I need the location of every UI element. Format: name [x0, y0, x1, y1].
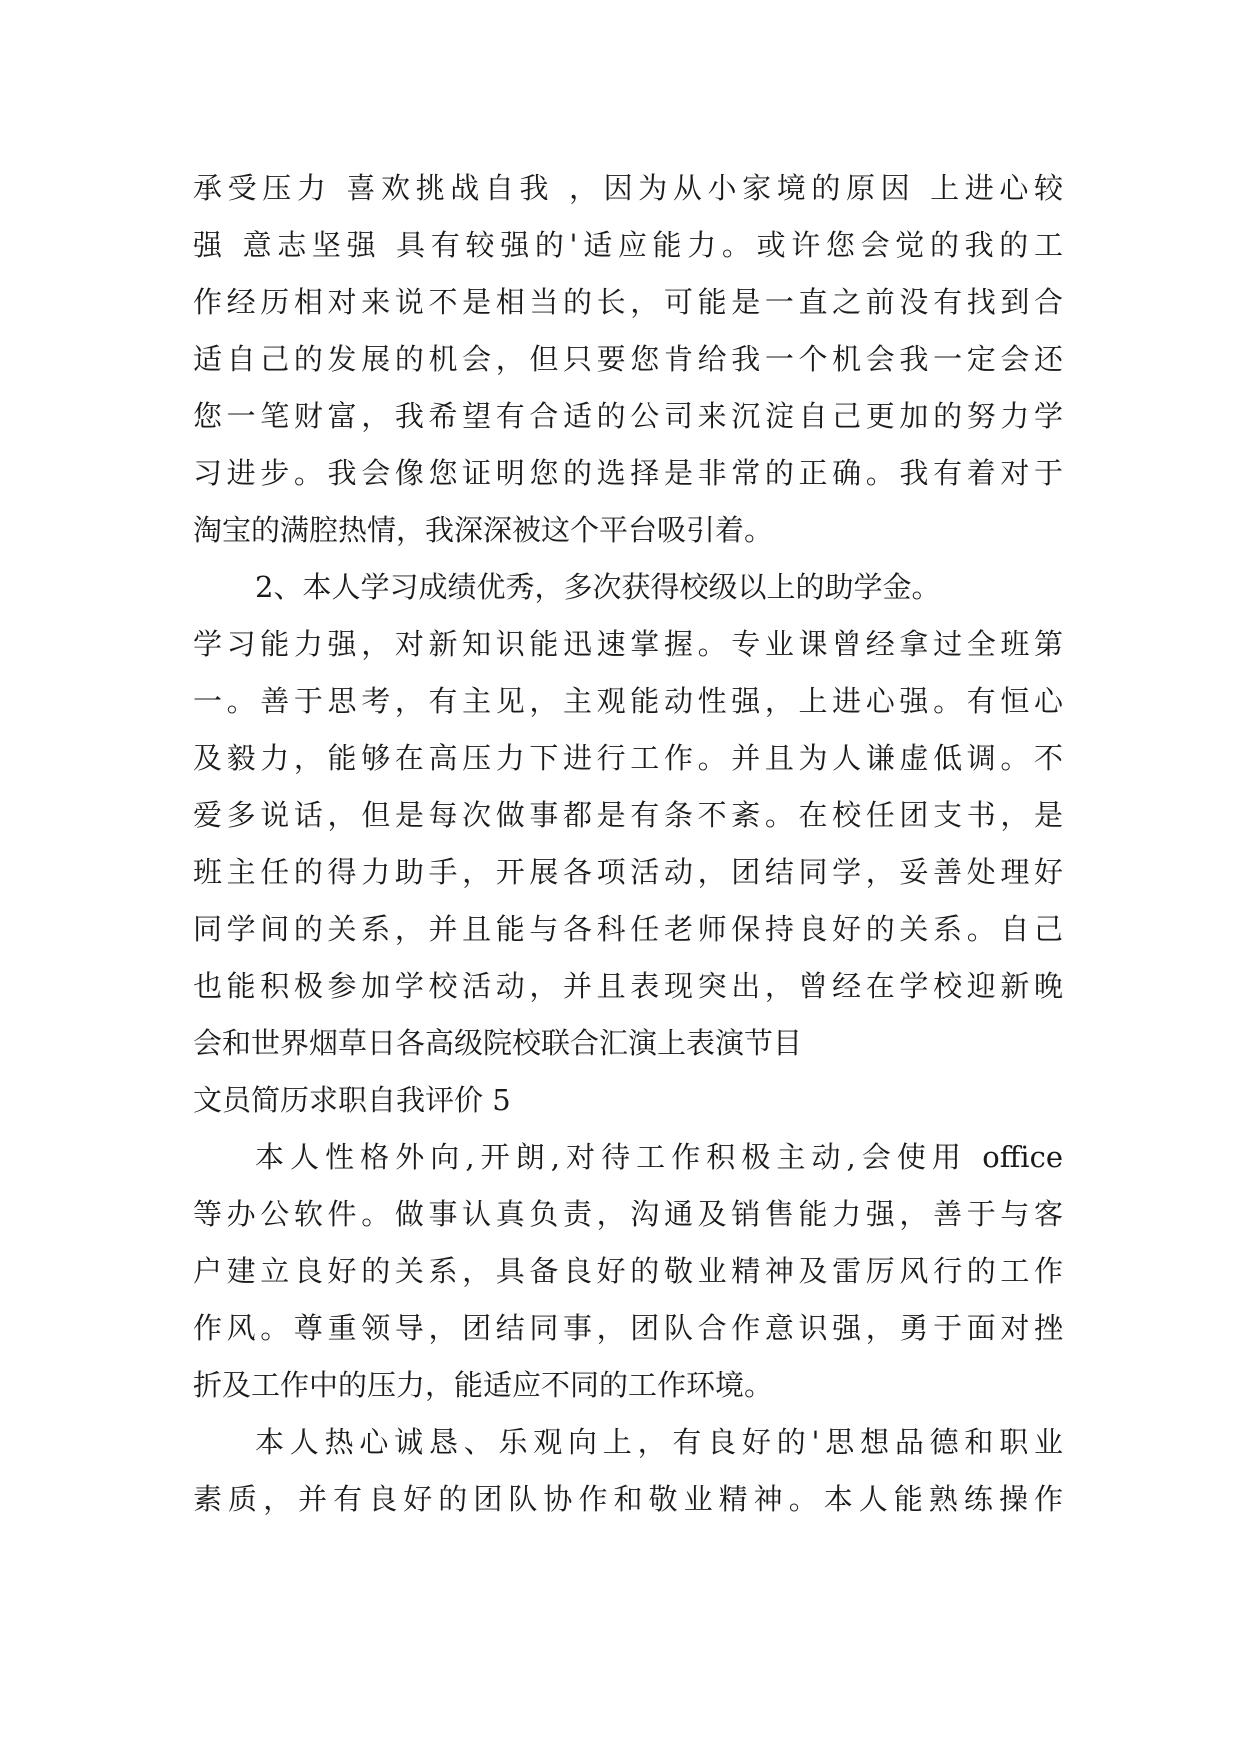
text-line: 您一笔财富，我希望有合适的公司来沉淀自己更加的努力学 [193, 399, 1063, 433]
text-line: 一。善于思考，有主见，主观能动性强，上进心强。有恒心 [193, 684, 1063, 718]
text-line: 强 意志坚强 具有较强的'适应能力。或许您会觉的我的工 [193, 228, 1063, 262]
text-line: 作风。尊重领导，团结同事，团队合作意识强，勇于面对挫 [193, 1311, 1063, 1345]
text-line: 素质，并有良好的团队协作和敬业精神。本人能熟练操作 [193, 1482, 1063, 1516]
text-line: 等办公软件。做事认真负责，沟通及销售能力强，善于与客 [193, 1197, 1063, 1231]
text-line: 班主任的得力助手，开展各项活动，团结同学，妥善处理好 [193, 855, 1063, 889]
text-line: 会和世界烟草日各高级院校联合汇演上表演节目 [193, 1026, 803, 1060]
text-line: 同学间的关系，并且能与各科任老师保持良好的关系。自己 [193, 912, 1063, 946]
paragraph-start-line: 本人热心诚恳、乐观向上，有良好的'思想品德和职业 [255, 1425, 1063, 1459]
text-line: 习进步。我会像您证明您的选择是非常的正确。我有着对于 [193, 456, 1063, 490]
paragraph-start-line: 本人性格外向,开朗,对待工作积极主动,会使用 office [255, 1140, 1063, 1174]
text-line: 学习能力强，对新知识能迅速掌握。专业课曾经拿过全班第 [193, 627, 1063, 661]
document-body [193, 160, 1063, 1528]
text-line: 爱多说话，但是每次做事都是有条不紊。在校任团支书，是 [193, 798, 1063, 832]
text-line: 及毅力，能够在高压力下进行工作。并且为人谦虚低调。不 [193, 741, 1063, 775]
text-line: 也能积极参加学校活动，并且表现突出，曾经在学校迎新晚 [193, 969, 1063, 1003]
text-line: 户建立良好的关系，具备良好的敬业精神及雷厉风行的工作 [193, 1254, 1063, 1288]
text-line: 淘宝的满腔热情，我深深被这个平台吸引着。 [193, 513, 774, 547]
text-line: 承受压力 喜欢挑战自我 ，因为从小家境的原因 上进心较 [193, 171, 1063, 205]
text-line: 作经历相对来说不是相当的长，可能是一直之前没有找到合 [193, 285, 1063, 319]
text-line: 折及工作中的压力，能适应不同的工作环境。 [193, 1368, 774, 1402]
paragraph-start-line: 2、本人学习成绩优秀，多次获得校级以上的助学金。 [255, 570, 941, 604]
text-line: 适自己的发展的机会，但只要您肯给我一个机会我一定会还 [193, 342, 1063, 376]
section-heading: 文员简历求职自我评价 5 [193, 1083, 511, 1117]
